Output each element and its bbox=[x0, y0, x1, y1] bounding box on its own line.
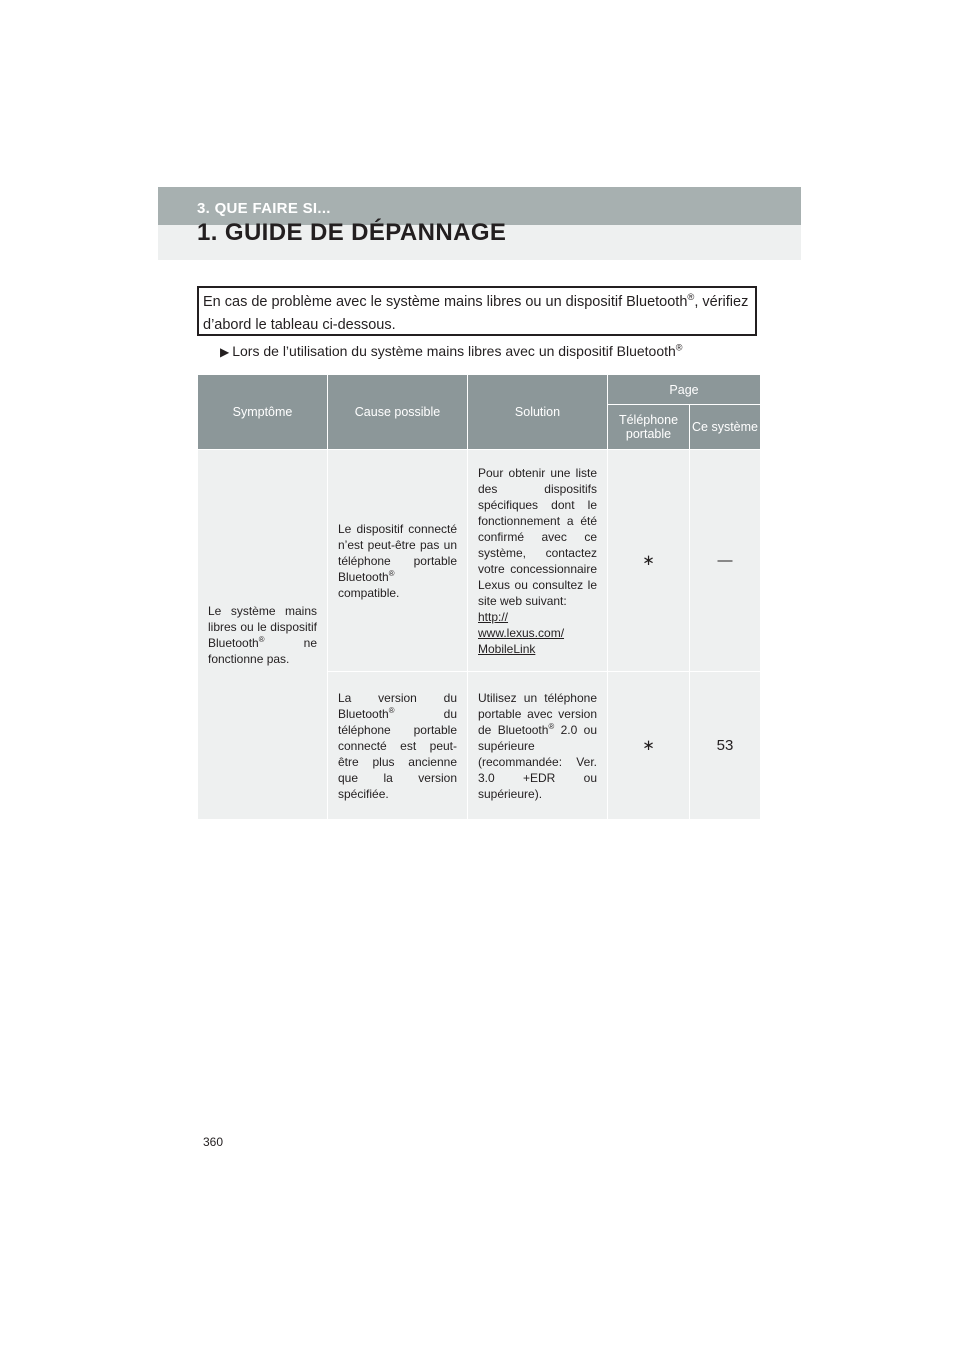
solution-text-b: 2.0 ou supérieure (recommandée: Ver. 3.0 +EDR ou supérieure). bbox=[478, 722, 598, 801]
header-system: Ce système bbox=[690, 405, 761, 450]
system-page-2: 53 bbox=[690, 672, 761, 820]
solution-text: Pour obtenir une liste des dispositifs spécifiques dont le fonctionnement a été confirmé avec ce système, contactez votre concessionnaire Lexus ou consultez le site web suivant: bbox=[478, 465, 597, 608]
solution-cell-1 bbox=[468, 450, 608, 672]
phone-page-1: ∗ bbox=[608, 450, 690, 672]
lexus-link-2[interactable]: www.lexus.com/ bbox=[478, 625, 565, 640]
page-number: 360 bbox=[203, 1135, 224, 1149]
solution-cell-2 bbox=[468, 672, 608, 820]
chapter-header bbox=[158, 187, 801, 260]
symptom-text-b: ne fonctionne pas. bbox=[208, 635, 317, 666]
cause-cell-1 bbox=[328, 450, 468, 672]
intro-text-1: En cas de problème avec le système mains libres ou un dispositif Bluetooth bbox=[203, 294, 688, 310]
troubleshooting-table bbox=[197, 374, 761, 820]
registered-mark: ® bbox=[548, 721, 555, 731]
header-solution: Solution bbox=[468, 375, 608, 450]
intro-box bbox=[197, 286, 757, 336]
registered-mark: ® bbox=[675, 342, 683, 353]
phone-page-2: ∗ bbox=[608, 672, 690, 820]
header-phone: Téléphone portable bbox=[608, 405, 690, 450]
lexus-link-3[interactable]: MobileLink bbox=[478, 641, 536, 656]
title-bar bbox=[158, 219, 801, 260]
registered-mark: ® bbox=[388, 568, 395, 578]
subheading bbox=[220, 343, 683, 359]
cause-text: La version du Bluetooth bbox=[338, 690, 457, 721]
page-title: 1. GUIDE DE DÉPANNAGE bbox=[197, 219, 507, 246]
lexus-link-1[interactable]: http:// bbox=[478, 609, 509, 624]
registered-mark: ® bbox=[258, 634, 265, 644]
cause-text-b: du téléphone portable connecté est peut-être plus ancienne que la version spécifiée. bbox=[338, 706, 457, 801]
symptom-cell bbox=[198, 450, 328, 820]
subheading-text: Lors de l’utilisation du système mains libres avec un dispositif Bluetooth bbox=[232, 343, 676, 359]
system-page-1: — bbox=[690, 450, 761, 672]
registered-mark: ® bbox=[687, 291, 695, 303]
cause-text: Le dispositif connecté n’est peut-être pas un téléphone portable Bluetooth bbox=[338, 521, 457, 584]
symptom-text: Le système mains libres ou le dispositif Bluetooth bbox=[208, 603, 317, 650]
triangle-bullet-icon: ▶ bbox=[220, 345, 230, 359]
cause-text-b: compatible. bbox=[338, 585, 400, 600]
intro-text-1b: , vérifiez bbox=[694, 294, 749, 310]
registered-mark: ® bbox=[388, 705, 395, 715]
header-cause: Cause possible bbox=[328, 375, 468, 450]
header-symptom: Symptôme bbox=[198, 375, 328, 450]
intro-text-2: d’abord le tableau ci-dessous. bbox=[203, 317, 396, 333]
header-page: Page bbox=[608, 375, 761, 405]
cause-cell-2 bbox=[328, 672, 468, 820]
section-title: 3. QUE FAIRE SI... bbox=[197, 200, 331, 217]
solution-text: Utilisez un téléphone portable avec version de Bluetooth bbox=[478, 690, 597, 737]
